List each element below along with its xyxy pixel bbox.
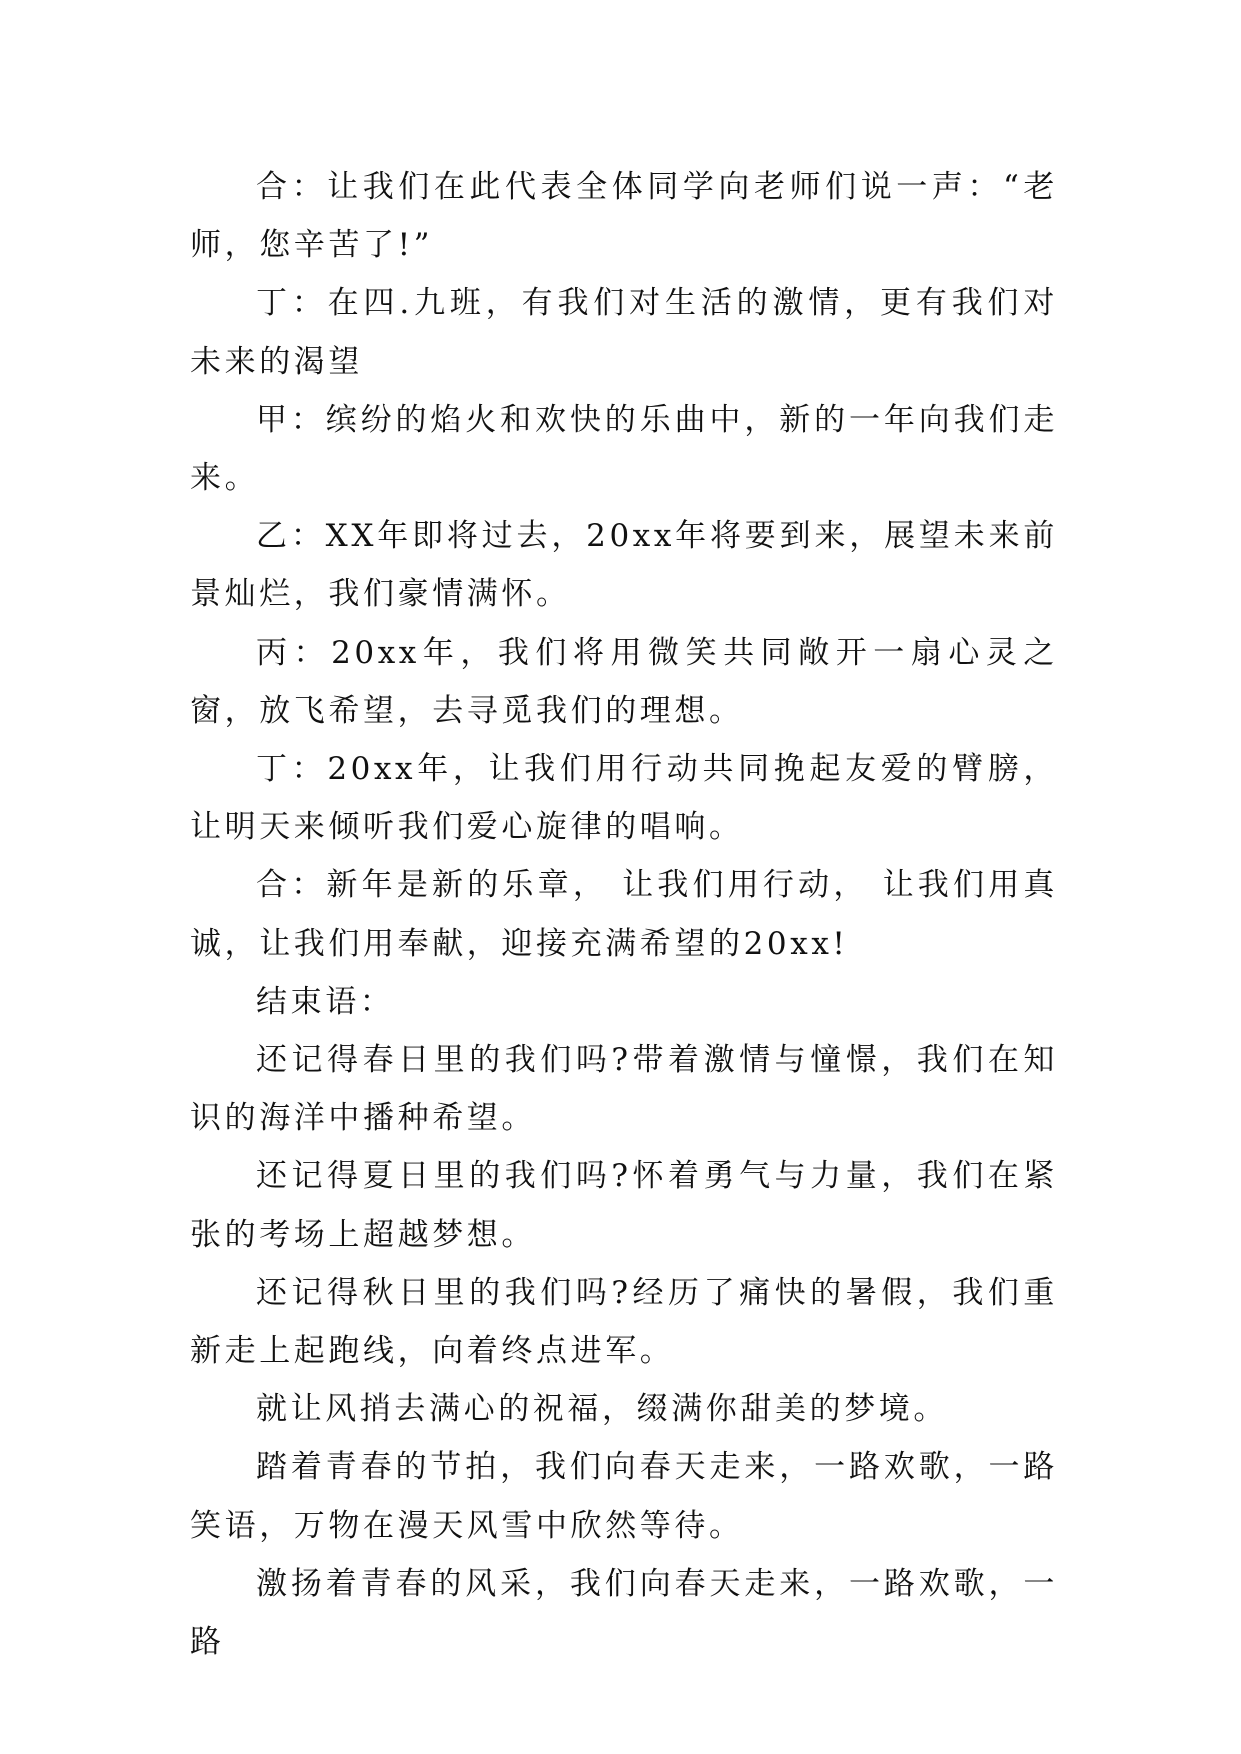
paragraph-summer: 还记得夏日里的我们吗?怀着勇气与力量，我们在紧张的考场上超越梦想。: [190, 1158, 1058, 1253]
paragraph-closing-heading: 结束语：: [256, 983, 395, 1020]
paragraph-autumn: 还记得秋日里的我们吗?经历了痛快的暑假，我们重新走上起跑线，向着终点进军。: [190, 1274, 1058, 1370]
paragraph-yi-new-year: 乙：XX年即将过去，20xx年将要到来，展望未来前景灿烂，我们豪情满怀。: [190, 518, 1058, 613]
paragraph-ding-friendship: 丁：20xx年，让我们用行动共同挽起友爱的臂膀，让明天来倾听我们爱心旋律的唱响。: [190, 751, 1058, 846]
paragraph-wind-blessing: 就让风捎去满心的祝福，缀满你甜美的梦境。: [256, 1391, 948, 1428]
paragraph-youth-rhythm: 踏着青春的节拍，我们向春天走来，一路欢歌，一路笑语，万物在漫天风雪中欣然等待。: [190, 1449, 1058, 1544]
document-body: [190, 158, 1058, 1671]
paragraph-jia-fireworks: 甲：缤纷的焰火和欢快的乐曲中，新的一年向我们走来。: [190, 401, 1058, 497]
paragraph-ding-class: 丁：在四.九班，有我们对生活的激情，更有我们对未来的渴望: [190, 285, 1058, 380]
paragraph-chorus-thanks: 合：让我们在此代表全体同学向老师们说一声：“老师，您辛苦了!”: [190, 169, 1058, 264]
paragraph-bing-window: 丙：20xx年，我们将用微笑共同敞开一扇心灵之窗，放飞希望，去寻觅我们的理想。: [190, 634, 1058, 729]
paragraph-youth-style: 激扬着青春的风采，我们向春天走来，一路欢歌，一路: [190, 1565, 1058, 1661]
paragraph-spring: 还记得春日里的我们吗?带着激情与憧憬，我们在知识的海洋中播种希望。: [190, 1042, 1058, 1137]
paragraph-chorus-new-chapter: 合：新年是新的乐章， 让我们用行动， 让我们用真诚，让我们用奉献，迎接充满希望的20xx!: [190, 867, 1058, 962]
